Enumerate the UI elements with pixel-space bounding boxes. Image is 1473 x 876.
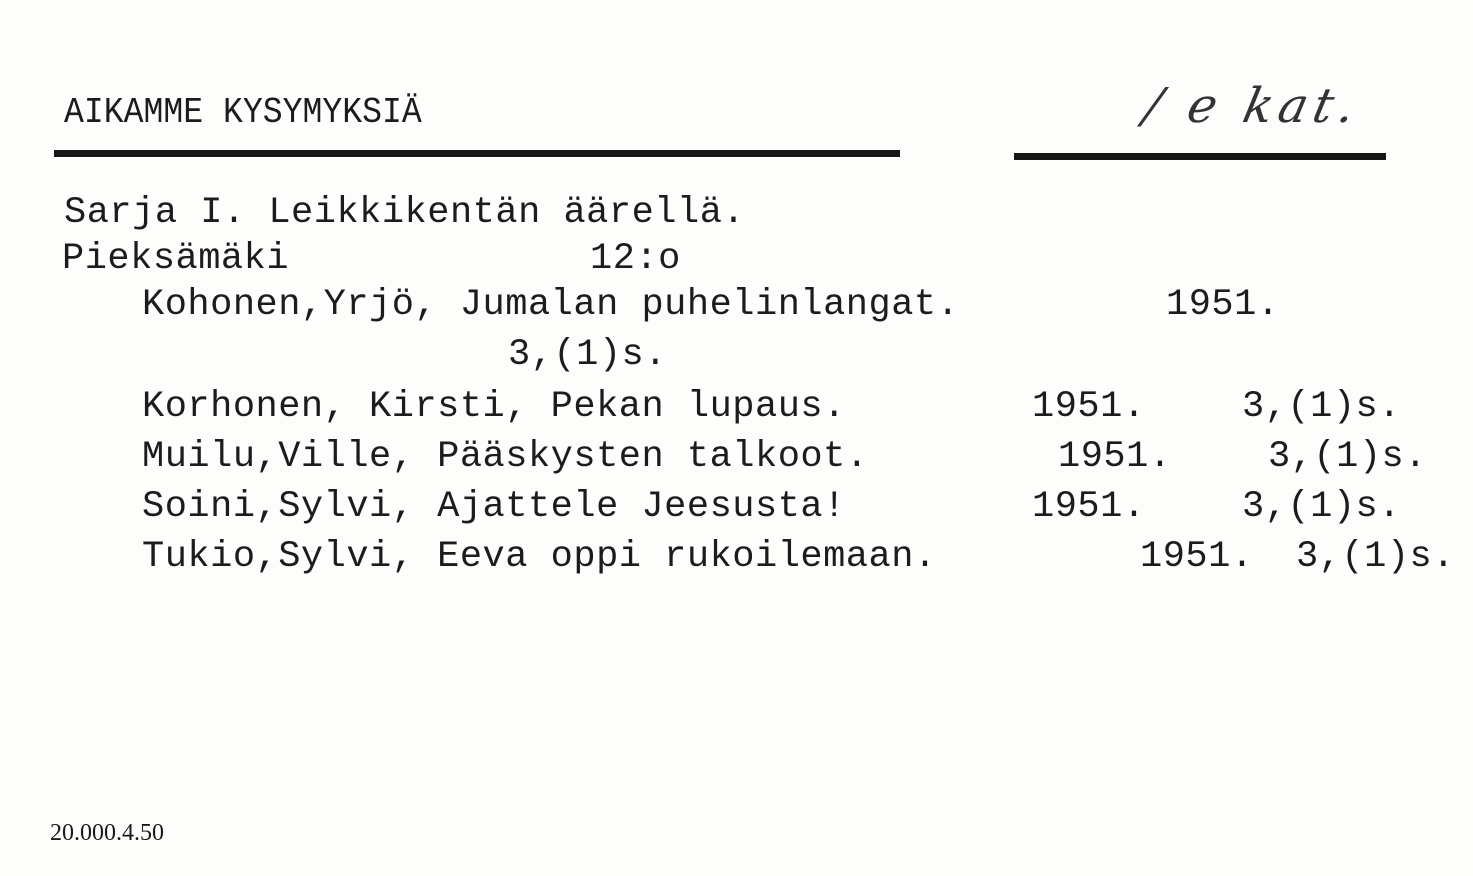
- heading-rule-right: [1014, 153, 1386, 160]
- entry-pages: 3,(1)s.: [1268, 436, 1427, 478]
- handwritten-note: / e kat.: [1139, 78, 1367, 134]
- entry-pages: 3,(1)s.: [508, 334, 667, 376]
- entry-pages: 3,(1)s.: [1296, 536, 1455, 578]
- entry-author-title: Kohonen,Yrjö, Jumalan puhelinlangat.: [142, 284, 960, 326]
- card-heading: AIKAMME KYSYMYKSIÄ: [64, 92, 422, 133]
- entry-year: 1951.: [1058, 436, 1172, 478]
- entry-author-title: Soini,Sylvi, Ajattele Jeesusta!: [142, 486, 846, 528]
- entry-year: 1951.: [1032, 486, 1146, 528]
- entry-author-title: Tukio,Sylvi, Eeva oppi rukoilemaan.: [142, 536, 937, 578]
- entry-author-title: Muilu,Ville, Pääskysten talkoot.: [142, 436, 869, 478]
- entry-year: 1951.: [1032, 386, 1146, 428]
- series-line: Sarja I. Leikkikentän äärellä.: [64, 192, 746, 234]
- publication-place: Pieksämäki: [62, 238, 290, 280]
- entry-pages: 3,(1)s.: [1242, 386, 1401, 428]
- entry-year: 1951.: [1140, 536, 1254, 578]
- publication-format: 12:o: [590, 238, 681, 280]
- entry-pages: 3,(1)s.: [1242, 486, 1401, 528]
- entry-author-title: Korhonen, Kirsti, Pekan lupaus.: [142, 386, 846, 428]
- heading-rule-left: [54, 150, 900, 157]
- print-code: 20.000.4.50: [50, 820, 164, 846]
- entry-year: 1951.: [1166, 284, 1280, 326]
